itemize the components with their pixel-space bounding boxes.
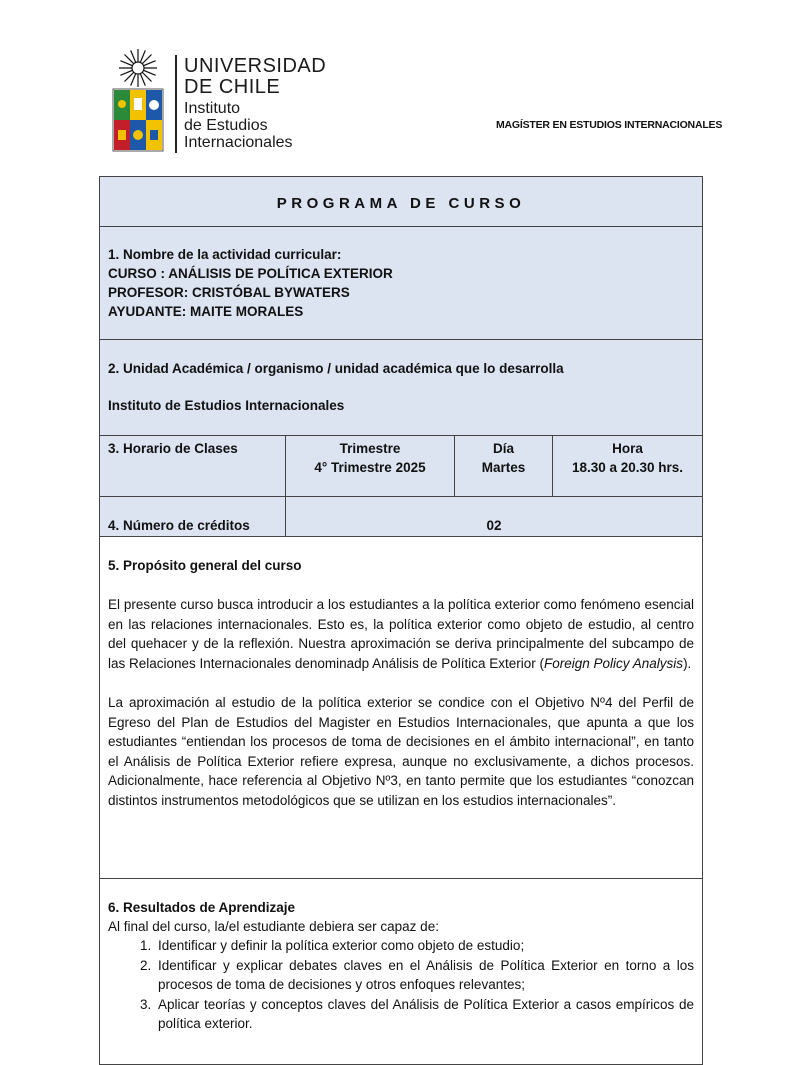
title-row bbox=[100, 177, 703, 227]
dia-label: Día bbox=[492, 441, 514, 456]
document-header bbox=[0, 0, 800, 170]
section-6-row bbox=[100, 879, 703, 1065]
list-item: 2. Identificar y explicar debates claves en el Análisis de Política Exterior en torno a los procesos de toma de decisiones y otros enfoques relevantes; bbox=[155, 956, 694, 995]
logo-wordmark bbox=[184, 56, 326, 151]
section-3-heading: 3. Horario de Clases bbox=[100, 436, 286, 497]
section-2-cell bbox=[100, 340, 703, 436]
purpose-paragraph-1-text: El presente curso busca introducir a los estudiantes a la política exterior como fenómeno esencial en las relaciones internacionales. Esto es, la política exterior como objeto de estudio, al centro del quehacer y de la reflexión. Nuestra aproximación se deriva principalmente del subcampo de las Relaciones Internacionales denominadp Análisis de Política Exterior ( bbox=[108, 597, 695, 671]
section-1-heading: 1. Nombre de la actividad curricular: bbox=[108, 247, 342, 262]
trimestre-value: 4° Trimestre 2025 bbox=[314, 460, 426, 475]
section-5-cell bbox=[100, 537, 703, 879]
purpose-paragraph-1-italic: Foreign Policy Analysis bbox=[544, 655, 684, 671]
dia-value: Martes bbox=[481, 460, 526, 475]
section-2-heading: 2. Unidad Académica / organismo / unidad académica que lo desarrolla bbox=[108, 361, 564, 376]
outcomes-intro: Al final del curso, la/el estudiante debiera ser capaz de: bbox=[108, 919, 439, 934]
university-shield-icon bbox=[112, 88, 164, 152]
section-5-heading: 5. Propósito general del curso bbox=[108, 558, 302, 573]
section-4-row bbox=[100, 497, 703, 537]
institute-name-line2: de Estudios bbox=[184, 117, 268, 134]
hora-label: Hora bbox=[612, 441, 643, 456]
institute-name-line1: Instituto bbox=[184, 100, 241, 117]
credits-value: 02 bbox=[286, 497, 703, 537]
section-1-row bbox=[100, 227, 703, 340]
hora-cell bbox=[553, 436, 703, 497]
section-4-heading: 4. Número de créditos bbox=[100, 497, 286, 537]
university-name-line2: DE CHILE bbox=[184, 76, 281, 98]
logo-divider bbox=[175, 55, 177, 153]
trimestre-label: Trimestre bbox=[339, 441, 401, 456]
hora-value: 18.30 a 20.30 hrs. bbox=[571, 460, 684, 475]
list-item: 3. Aplicar teorías y conceptos claves del Análisis de Política Exterior a casos empíricos de política exterior. bbox=[155, 995, 694, 1034]
section-6-heading: 6. Resultados de Aprendizaje bbox=[108, 900, 296, 915]
university-name-line1: UNIVERSIDAD bbox=[184, 55, 327, 77]
dia-cell bbox=[455, 436, 553, 497]
purpose-paragraph-1 bbox=[108, 595, 694, 673]
professor-name: PROFESOR: CRISTÓBAL BYWATERS bbox=[108, 285, 350, 300]
assistant-name: AYUDANTE: MAITE MORALES bbox=[108, 304, 304, 319]
section-1-cell bbox=[100, 227, 703, 340]
sun-emblem-icon bbox=[118, 48, 158, 88]
outcomes-list bbox=[108, 936, 694, 1034]
course-name: CURSO : ANÁLISIS DE POLÍTICA EXTERIOR bbox=[108, 266, 393, 281]
institute-name-line3: Internacionales bbox=[184, 134, 293, 151]
course-program-table bbox=[99, 176, 703, 1065]
section-2-row bbox=[100, 340, 703, 436]
academic-unit: Instituto de Estudios Internacionales bbox=[108, 398, 345, 413]
program-tag: MAGÍSTER EN ESTUDIOS INTERNACIONALES bbox=[496, 119, 723, 131]
page-title: PROGRAMA DE CURSO bbox=[100, 177, 703, 227]
purpose-paragraph-1-end: ). bbox=[683, 655, 692, 671]
section-5-row bbox=[100, 537, 703, 879]
section-6-cell bbox=[100, 879, 703, 1065]
purpose-paragraph-2: La aproximación al estudio de la política exterior se condice con el Objetivo Nº4 del Perfil de Egreso del Plan de Estudios del Magister en Estudios Internacionales, que apunta a que los estudiantes “entiendan los procesos de toma de decisiones en el ámbito internacional”, en tanto el Análisis de Política Exterior refiere expresa, aunque no exclusivamente, a dichos procesos. Adicionalmente, hace referencia al Objetivo Nº3, en tanto permite que los estudiantes “conozcan distintos instrumentos metodológicos que se utilizan en los estudios internacionales”. bbox=[108, 695, 695, 808]
section-3-row bbox=[100, 436, 703, 497]
list-item: 1. Identificar y definir la política exterior como objeto de estudio; bbox=[155, 936, 694, 956]
trimestre-cell bbox=[286, 436, 455, 497]
